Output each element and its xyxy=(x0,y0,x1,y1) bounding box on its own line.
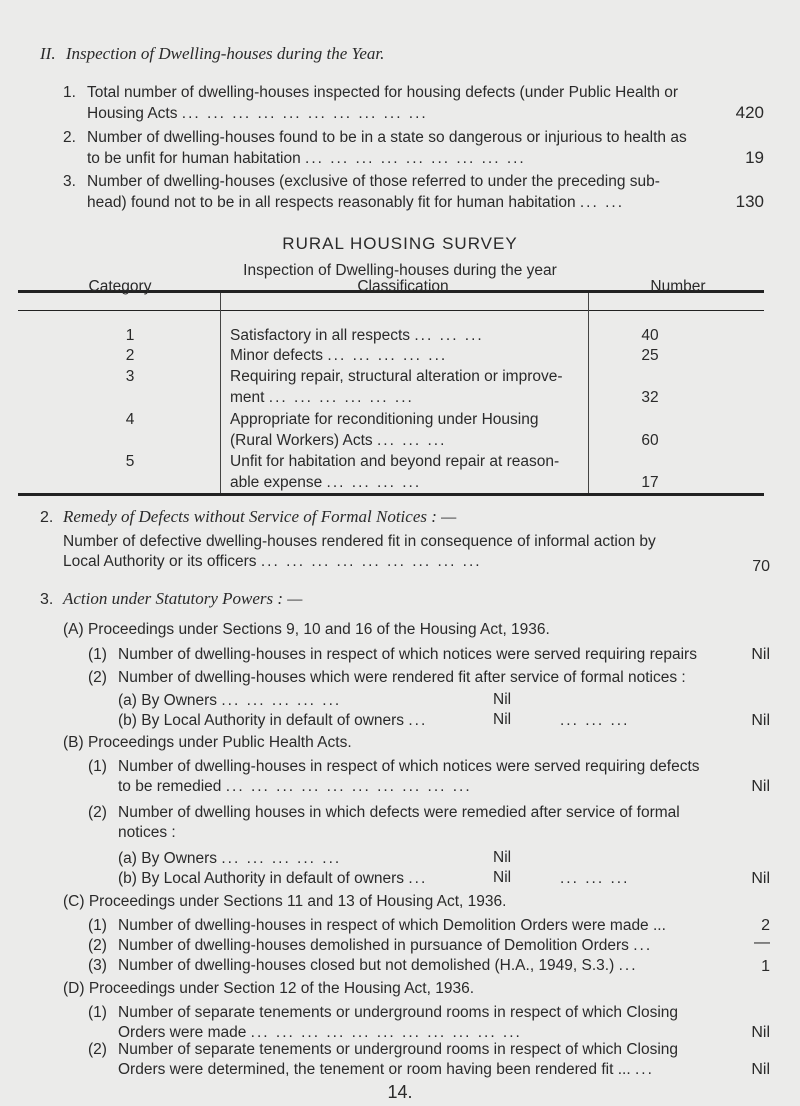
b2b-value: Nil xyxy=(751,870,770,887)
action-title: Action under Statutory Powers : — xyxy=(63,589,303,608)
action-number: 3. xyxy=(40,591,54,608)
b2-number: (2) xyxy=(88,804,107,821)
a2b-label: (b) By Local Authority in default of owners ... xyxy=(118,712,428,729)
item-text: Number of dwelling-houses (exclusive of those referred to under the preceding sub- head) found not to be in all respects reasonably fit for human habitation ... ... xyxy=(87,173,660,211)
a2-number: (2) xyxy=(88,669,107,686)
item-number: 2. xyxy=(63,129,76,146)
section-title: Inspection of Dwelling-houses during the Year. xyxy=(65,44,385,63)
item-text: Total number of dwelling-houses inspected for housing defects (under Public Health or Housing Acts ... ... ... ... ... ... ... ... ... ... xyxy=(87,84,679,122)
item-text: Number of dwelling-houses found to be in a state so dangerous or injurious to health as to be unfit for human habitation ... ... ... ... ... ... ... ... ... xyxy=(87,129,687,167)
c1-value: 2 xyxy=(761,917,770,934)
item-value: 130 xyxy=(735,192,764,211)
survey-subtitle: Inspection of Dwelling-houses during the year xyxy=(243,262,557,279)
a2b-inline-value: Nil xyxy=(493,711,512,728)
d1-number: (1) xyxy=(88,1004,107,1021)
b2-text: Number of dwelling houses in which defects were remedied after service of formal notices : xyxy=(118,804,680,841)
page-number: 14. xyxy=(387,1082,413,1102)
d2-value: Nil xyxy=(751,1061,770,1078)
d2-text: Number of separate tenements or underground rooms in respect of which Closing Orders were determined, the tenement or room having been rendered fit ... ... xyxy=(118,1041,679,1078)
subsection-a-heading: (A) Proceedings under Sections 9, 10 and 16 of the Housing Act, 1936. xyxy=(63,621,550,638)
table-divider xyxy=(220,293,221,493)
remedy-text: Number of defective dwelling-houses rendered fit in consequence of informal action by Local Authority or its officers ... ... ... ... ... ... ... ... ... xyxy=(63,533,656,570)
header-classification: Classification xyxy=(357,278,449,295)
subsection-b-heading: (B) Proceedings under Public Health Acts. xyxy=(63,734,352,751)
table-bottom-rule xyxy=(18,493,764,496)
header-number: Number xyxy=(650,278,706,295)
a1-value: Nil xyxy=(751,646,770,663)
d1-text: Number of separate tenements or underground rooms in respect of which Closing Orders were made ... ... ... ... ... ... ... ... ... ... ... xyxy=(118,1004,679,1041)
section-number: II. xyxy=(40,44,56,63)
section-heading xyxy=(40,44,384,64)
a1-text: Number of dwelling-houses in respect of which notices were served requiring repairs xyxy=(118,646,697,663)
c2-value: — xyxy=(754,934,770,951)
remedy-value: 70 xyxy=(752,558,770,575)
b2a-value: Nil xyxy=(493,849,512,866)
b2a-label: (a) By Owners ... ... ... ... ... xyxy=(118,850,342,867)
b1-number: (1) xyxy=(88,758,107,775)
remedy-number: 2. xyxy=(40,509,54,526)
d1-value: Nil xyxy=(751,1024,770,1041)
a2a-label: (a) By Owners ... ... ... ... ... xyxy=(118,692,342,709)
item-number: 1. xyxy=(63,84,76,101)
b2b-inline-value: Nil xyxy=(493,869,512,886)
b2b-label: (b) By Local Authority in default of owners ... xyxy=(118,870,428,887)
c3-number: (3) xyxy=(88,957,107,974)
document-page: II. Inspection of Dwelling-houses during the Year. 1. Total number of dwelling-houses inspected for housing defects (under Public Health or Housing Acts ... ... ... ... ... ... ... ... ... ... 420 2. Number of dwelling-houses found to be in a state so dangerous or injurious to health as to be unfit for human habitation ... ... ... ... ... ... ... ... ... 19 3. Number of dwelling-houses (exclusive of those referred to under the preceding sub- head) found not to be in all respects reasonably fit for human habitation ... ... 130 RURAL HOUSING SURVEY Inspection of Dwelling-houses during the year Category Classification Number 1 Satisfactory in all respects ... ... ... 40 2 Minor defects ... ... ... ... ... 25 3 Requiring repair, structural alteration or improve- ment ... ... ... ... ... ... 32 4 Appropriate for reconditioning under Housing (Rural Workers) Acts ... ... ... 60 5 Unfit for habitation and beyond repair at reason- able expense ... ... ... ... 17 2. Remedy of Defects without Service of Formal Notices : — Number of defective dwelling-houses rendered fit in consequence of informal action by Local Authority or its officers ... ... ... ... ... ... ... ... ... 70 3. Action under Statutory Powers : — (A) Proceedings under Sections 9, 10 and 16 of the Housing Act, 1936. (1) Number of dwelling-houses in respect of which notices were served requiring repairs Nil (2) Number of dwelling-houses which were rendered fit after service of formal notices : (a) By Owners ... ... ... ... ... Nil (b) By Local Authority in default of owners ... Nil ... ... ... Nil (B) Proceedings under Public Health Acts. (1) Number of dwelling-houses in respect of which notices were served requiring defects to be remedied ... ... ... ... ... ... ... ... ... ... Nil (2) Number of dwelling houses in which defects were remedied after service of formal notices : (a) By Owners ... ... ... ... ... Nil (b) By Local Authority in default of owners ... Nil ... ... ... Nil (C) Proceedings under Sections 11 and 13 of Housing Act, 1936. (1) Number of dwelling-houses in respect of which Demolition Orders were made ... 2 (2) Number of dwelling-houses demolished in pursuance of Demolition Orders ... — (3) Number of dwelling-houses closed but not demolished (H.A., 1949, S.3.) ... 1 (D) Proceedings under Section 12 of the Housing Act, 1936. (1) Number of separate tenements or underground rooms in respect of which Closing Orders were made ... ... ... ... ... ... ... ... ... ... ... Nil (2) Number of separate tenements or underground rooms in respect of which Closing Orders were determined, the tenement or room having been rendered fit ... ... Nil 14. xyxy=(0,0,800,1106)
item-number: 3. xyxy=(63,173,76,190)
c2-text: Number of dwelling-houses demolished in pursuance of Demolition Orders ... xyxy=(118,937,653,954)
a2a-value: Nil xyxy=(493,691,512,708)
c1-number: (1) xyxy=(88,917,107,934)
b1-value: Nil xyxy=(751,778,770,795)
c2-number: (2) xyxy=(88,937,107,954)
item-value: 19 xyxy=(745,148,764,167)
a1-number: (1) xyxy=(88,646,107,663)
subsection-c-heading: (C) Proceedings under Sections 11 and 13 of Housing Act, 1936. xyxy=(63,893,507,910)
table-divider xyxy=(588,293,589,493)
remedy-title: Remedy of Defects without Service of Formal Notices : — xyxy=(63,507,457,526)
c3-value: 1 xyxy=(761,958,770,975)
subsection-d-heading: (D) Proceedings under Section 12 of the Housing Act, 1936. xyxy=(63,980,474,997)
b1-text: Number of dwelling-houses in respect of which notices were served requiring defects to be remedied ... ... ... ... ... ... ... ... ... ... xyxy=(118,758,700,795)
header-category: Category xyxy=(88,278,152,295)
c3-text: Number of dwelling-houses closed but not demolished (H.A., 1949, S.3.) ... xyxy=(118,957,638,974)
d2-number: (2) xyxy=(88,1041,107,1058)
survey-title: RURAL HOUSING SURVEY xyxy=(282,234,518,253)
c1-text: Number of dwelling-houses in respect of which Demolition Orders were made ... xyxy=(118,917,666,934)
a2b-value: Nil xyxy=(751,712,770,729)
item-value: 420 xyxy=(735,103,764,122)
a2-text: Number of dwelling-houses which were rendered fit after service of formal notices : xyxy=(118,669,686,686)
table-header-rule xyxy=(18,310,764,311)
